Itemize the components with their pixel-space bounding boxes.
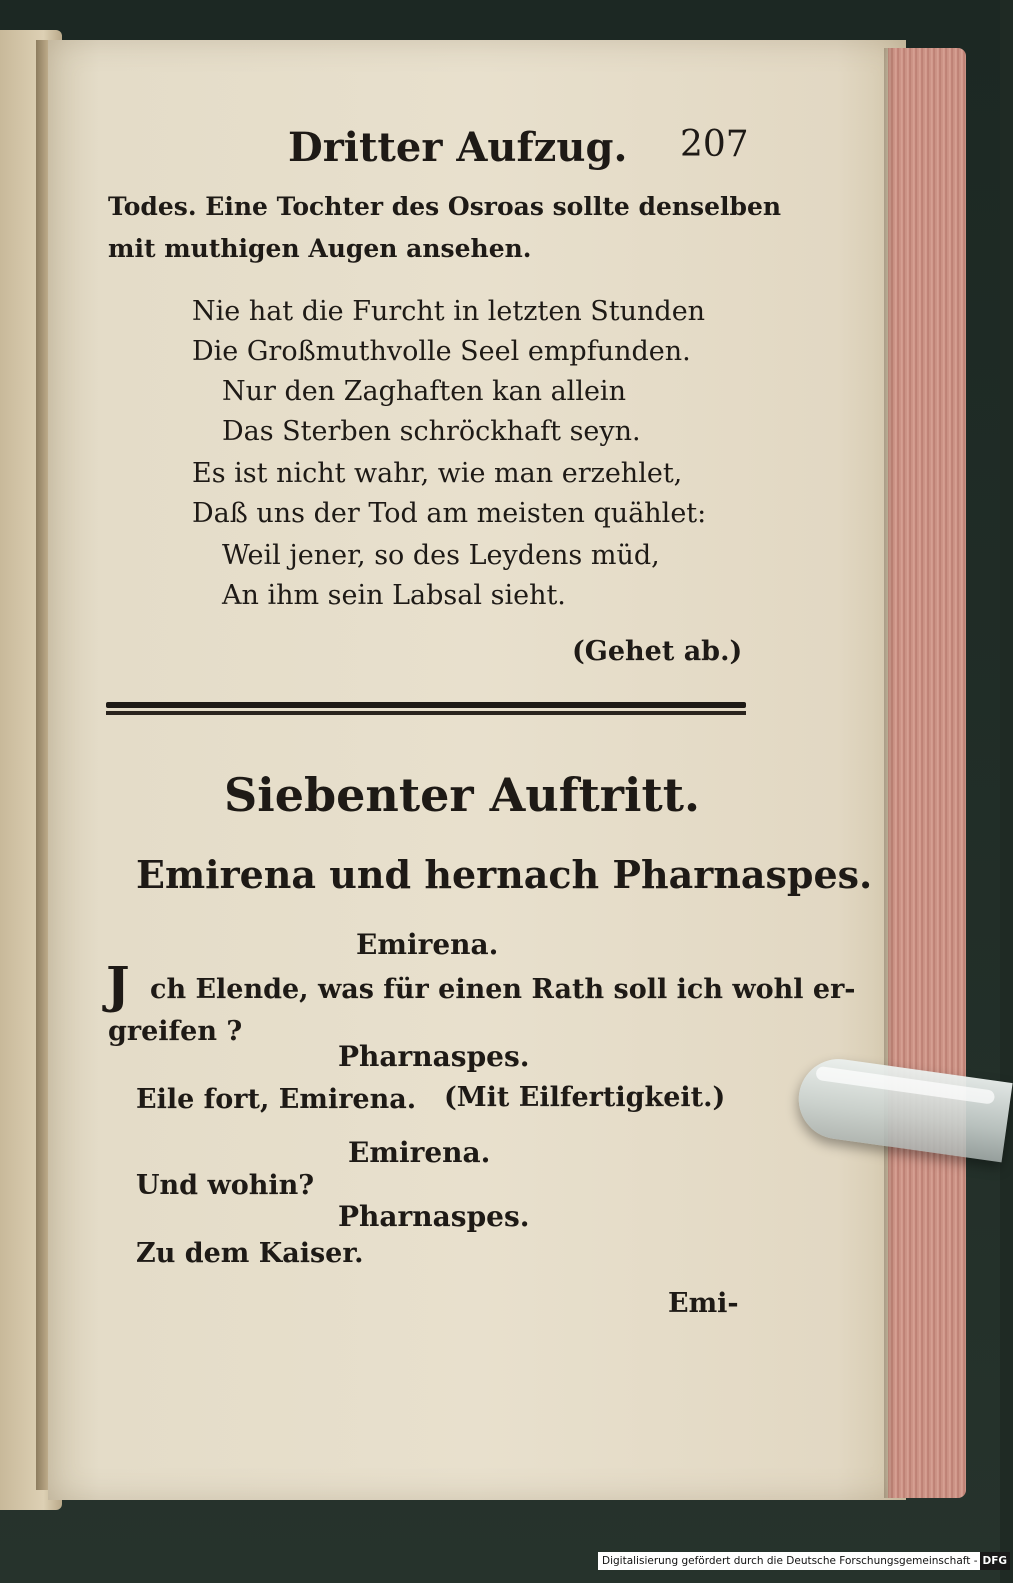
dialogue-line: Zu dem Kaiser.: [136, 1238, 364, 1269]
running-header-title: Dritter Aufzug.: [288, 124, 628, 171]
page-block-red-edge: [888, 48, 966, 1498]
catchword: Emi-: [668, 1288, 739, 1319]
speaker-name: Pharnaspes.: [338, 1040, 530, 1073]
verse-line: Das Sterben schröckhaft seyn.: [222, 416, 641, 447]
divider-thick-line: [106, 702, 746, 708]
dialogue-line: ch Elende, was für einen Rath soll ich wohl er-: [150, 974, 856, 1005]
verse-line: Daß uns der Tod am meisten quählet:: [192, 498, 707, 529]
page-number: 207: [680, 124, 749, 165]
speaker-name: Emirena.: [356, 928, 499, 961]
dialogue-line: Eile fort, Emirena.: [136, 1084, 417, 1115]
scene-title: Siebenter Auftritt.: [224, 768, 700, 822]
funding-text: Digitalisierung gefördert durch die Deutsche Forschungsgemeinschaft -: [602, 1555, 978, 1567]
dfg-logo: DFG: [980, 1552, 1011, 1570]
funding-footer: [598, 1552, 1008, 1570]
scene-characters: Emirena und hernach Pharnaspes.: [136, 852, 873, 897]
section-divider-rule: [106, 702, 746, 718]
verse-line: Die Großmuthvolle Seel empfunden.: [192, 336, 691, 367]
divider-thin-line: [106, 711, 746, 715]
prose-line: mit muthigen Augen ansehen.: [108, 234, 532, 263]
prose-line: Todes. Eine Tochter des Osroas sollte denselben: [108, 192, 782, 221]
dialogue-line: greifen ?: [108, 1016, 243, 1047]
speaker-name: Emirena.: [348, 1136, 491, 1169]
verse-line: An ihm sein Labsal sieht.: [222, 580, 566, 611]
verse-line: Nur den Zaghaften kan allein: [222, 376, 626, 407]
speaker-name: Pharnaspes.: [338, 1200, 530, 1233]
stage-direction: (Mit Eilfertigkeit.): [444, 1082, 726, 1113]
drop-cap: J: [106, 955, 130, 1014]
page-edge-shadow: [884, 48, 894, 1498]
verse-line: Weil jener, so des Leydens müd,: [222, 540, 660, 571]
verse-line: Nie hat die Furcht in letzten Stunden: [192, 296, 706, 327]
stage-direction: (Gehet ab.): [572, 636, 743, 667]
dialogue-line: Und wohin?: [136, 1170, 315, 1201]
verse-line: Es ist nicht wahr, wie man erzehlet,: [192, 458, 683, 489]
